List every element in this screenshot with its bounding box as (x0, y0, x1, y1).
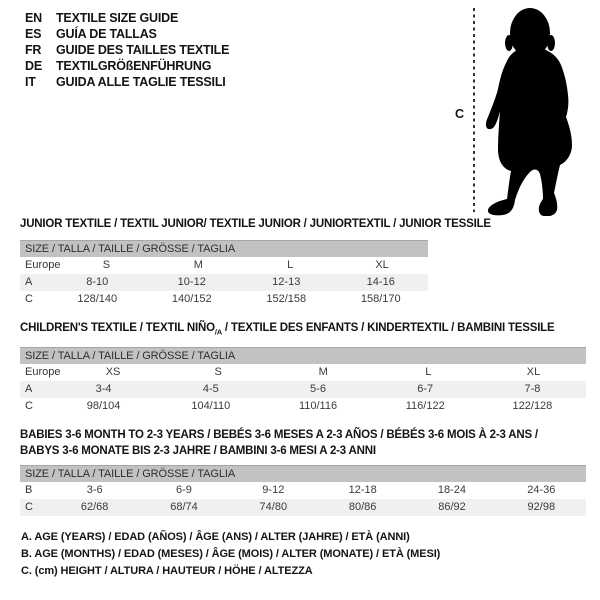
table-cell: 68/74 (170, 501, 198, 513)
table-row-europe (20, 364, 586, 381)
table-row-height (20, 499, 586, 516)
table-row-europe (20, 257, 428, 274)
table-row-height (20, 291, 428, 308)
measure-legend (21, 529, 440, 580)
table-row-age-months (20, 482, 586, 499)
lang-title: GUIDE DES TAILLES TEXTILE (56, 43, 230, 57)
lang-row-fr (25, 42, 229, 58)
size-header-bar: SIZE / TALLA / TAILLE / GRÖSSE / TAGLIA (20, 465, 586, 482)
table-cell: 92/98 (527, 501, 556, 513)
table-cell: XS (105, 366, 121, 379)
row-label: C (25, 501, 33, 513)
legend-age-months: B. AGE (MONTHS) / EDAD (MESES) / ÂGE (MOIS) / ALTER (MONATE) / ETÀ (MESI) (21, 548, 441, 560)
table-row-height (20, 398, 586, 415)
babies-table-title (20, 427, 586, 459)
lang-code: FR (25, 43, 42, 57)
lang-title: TEXTILE SIZE GUIDE (56, 11, 179, 25)
lang-row-it (25, 74, 229, 90)
table-cell: M (318, 366, 328, 379)
table-cell: XL (526, 366, 541, 379)
baby-height-figure (450, 4, 600, 216)
lang-row-es (25, 26, 229, 42)
legend-height: C. (cm) HEIGHT / ALTURA / HAUTEUR / HÖHE / ALTEZZA (21, 565, 313, 577)
table-cell: 122/128 (512, 400, 553, 413)
lang-code: EN (25, 11, 42, 25)
lang-title: GUÍA DE TALLAS (56, 27, 157, 41)
lang-title: GUIDA ALLE TAGLIE TESSILI (56, 75, 226, 89)
table-cell: 6-7 (417, 383, 434, 396)
babies-textile-table (20, 427, 586, 516)
row-label: C (25, 400, 33, 413)
table-cell: 86/92 (438, 501, 466, 513)
lang-code: IT (25, 75, 36, 89)
lang-code: DE (25, 59, 42, 73)
lang-row-de (25, 58, 229, 74)
table-cell: S (102, 259, 111, 271)
table-cell: S (214, 366, 222, 379)
row-label: A (25, 383, 33, 396)
junior-textile-table (20, 218, 491, 308)
table-cell: 12-13 (272, 276, 301, 288)
table-cell: 18-24 (437, 484, 467, 496)
title-line-1: BABIES 3-6 MONTH TO 2-3 YEARS / BEBÉS 3-6 MESES A 2-3 AÑOS / BÉBÉS 3-6 MOIS À 2-3 ANS / (20, 429, 538, 441)
table-cell: 24-36 (527, 484, 556, 496)
table-cell: 14-16 (366, 276, 395, 288)
lang-code: ES (25, 27, 42, 41)
height-measure-label: C (455, 107, 465, 121)
size-header-bar: SIZE / TALLA / TAILLE / GRÖSSE / TAGLIA (20, 347, 586, 364)
table-cell: 80/86 (348, 501, 377, 513)
title-text: CHILDREN'S TEXTILE / TEXTIL NIÑO (20, 322, 215, 334)
table-cell: 140/152 (171, 293, 212, 305)
table-cell: M (193, 259, 203, 271)
lang-row-en (25, 10, 229, 26)
table-cell: 128/140 (77, 293, 118, 305)
table-cell: 12-18 (348, 484, 377, 496)
language-title-block (25, 10, 229, 90)
baby-silhouette-icon (450, 4, 600, 216)
table-cell: L (425, 366, 432, 379)
table-cell: 98/104 (86, 400, 121, 413)
row-label: Europe (25, 259, 61, 271)
table-cell: 7-8 (524, 383, 541, 396)
table-cell: 4-5 (202, 383, 219, 396)
table-cell: 9-12 (262, 484, 285, 496)
title-subscript: /A (214, 327, 222, 337)
table-cell: 10-12 (177, 276, 206, 288)
row-label: C (25, 293, 33, 305)
table-cell: 5-6 (310, 383, 326, 396)
table-cell: 3-4 (95, 383, 112, 396)
title-text: / TEXTILE DES ENFANTS / KINDERTEXTIL / BAMBINI TESSILE (221, 322, 555, 334)
row-label: B (25, 484, 33, 496)
lang-title: TEXTILGRÖßENFÜHRUNG (56, 59, 212, 73)
table-row-age-years (20, 381, 586, 398)
children-textile-table (20, 322, 586, 415)
title-line-2: BABYS 3-6 MONATE BIS 2-3 JAHRE / BAMBINI 3-6 MESI A 2-3 ANNI (20, 445, 376, 457)
table-cell: 158/170 (360, 293, 401, 305)
table-cell: 74/80 (259, 501, 288, 513)
legend-age-years: A. AGE (YEARS) / EDAD (AÑOS) / ÂGE (ANS) / ALTER (JAHRE) / ETÀ (ANNI) (21, 531, 410, 543)
size-header-bar: SIZE / TALLA / TAILLE / GRÖSSE / TAGLIA (20, 240, 428, 257)
table-cell: 116/122 (405, 400, 445, 413)
table-cell: 8-10 (86, 276, 109, 288)
table-cell: L (287, 259, 294, 271)
row-label: Europe (25, 366, 61, 379)
table-cell: 104/110 (191, 400, 231, 413)
table-cell: 6-9 (176, 484, 192, 496)
table-cell: 110/116 (298, 400, 338, 413)
table-cell: 62/68 (80, 501, 109, 513)
table-row-age-years (20, 274, 428, 291)
table-cell: XL (375, 259, 389, 271)
table-cell: 3-6 (86, 484, 103, 496)
children-table-title (20, 322, 586, 338)
table-cell: 152/158 (266, 293, 307, 305)
row-label: A (25, 276, 33, 288)
junior-table-title: JUNIOR TEXTILE / TEXTIL JUNIOR/ TEXTILE JUNIOR / JUNIORTEXTIL / JUNIOR TESSILE (20, 218, 491, 230)
